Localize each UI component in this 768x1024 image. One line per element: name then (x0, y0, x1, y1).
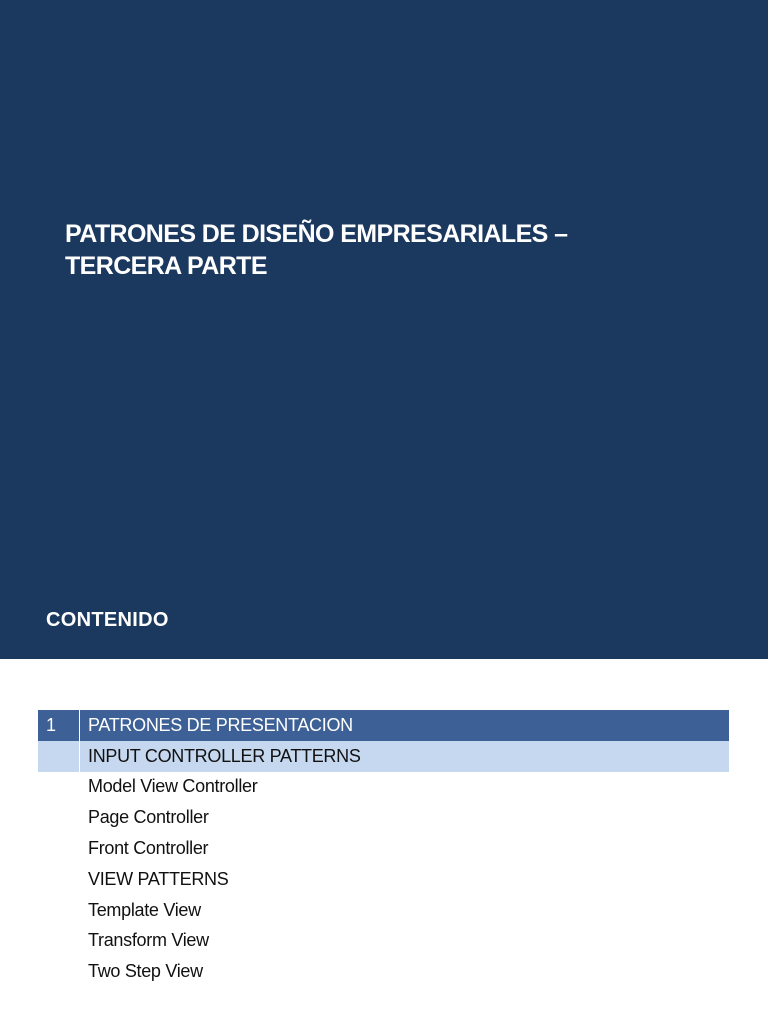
row-number (38, 772, 80, 803)
contents-table (38, 710, 729, 987)
row-number (38, 895, 80, 926)
table-header-row (38, 710, 729, 741)
row-number (38, 833, 80, 864)
section-title: PATRONES DE PRESENTACION (80, 710, 729, 741)
table-row-label: Front Controller (88, 838, 209, 859)
slide-title-line-2: TERCERA PARTE (65, 252, 267, 280)
table-row (38, 956, 729, 987)
subsection-title: INPUT CONTROLLER PATTERNS (80, 741, 729, 772)
section-number: 1 (38, 710, 80, 741)
table-row (38, 833, 729, 864)
row-number (38, 802, 80, 833)
table-row (38, 772, 729, 803)
row-number (38, 956, 80, 987)
slide-title-line-1: PATRONES DE DISEÑO EMPRESARIALES – (65, 220, 568, 248)
table-row-label: VIEW PATTERNS (88, 868, 229, 889)
subsection-number (38, 741, 80, 772)
table-subheader-row (38, 741, 729, 772)
table-row-label: Template View (88, 899, 201, 920)
table-row-label: Page Controller (88, 807, 209, 828)
table-row (38, 926, 729, 957)
table-row (38, 802, 729, 833)
table-row (38, 864, 729, 895)
table-row-label: Model View Controller (88, 776, 258, 797)
table-row-label: Two Step View (88, 961, 203, 982)
section-label: CONTENIDO (46, 609, 169, 631)
row-number (38, 864, 80, 895)
table-row-label: Transform View (88, 930, 209, 951)
row-number (38, 926, 80, 957)
slide-title (65, 218, 685, 282)
table-row (38, 895, 729, 926)
